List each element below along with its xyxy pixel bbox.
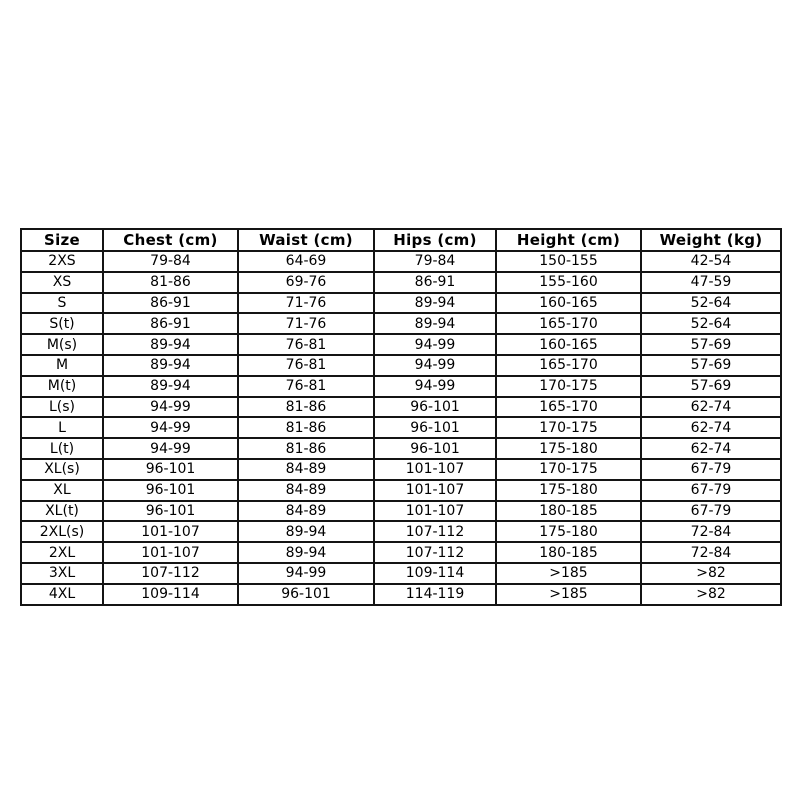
measurement-cell: 76-81	[238, 334, 374, 355]
measurement-cell: 165-170	[496, 355, 641, 376]
measurement-cell: 94-99	[374, 355, 496, 376]
measurement-cell: 89-94	[103, 376, 238, 397]
measurement-cell: 89-94	[103, 334, 238, 355]
size-cell: XL(t)	[21, 501, 103, 522]
measurement-cell: 96-101	[103, 501, 238, 522]
measurement-cell: 170-175	[496, 417, 641, 438]
column-header: Hips (cm)	[374, 229, 496, 251]
table-row	[21, 397, 781, 418]
measurement-cell: 94-99	[374, 376, 496, 397]
measurement-cell: 175-180	[496, 438, 641, 459]
measurement-cell: 160-165	[496, 334, 641, 355]
measurement-cell: 62-74	[641, 397, 781, 418]
size-cell: S(t)	[21, 313, 103, 334]
measurement-cell: 76-81	[238, 355, 374, 376]
size-cell: L	[21, 417, 103, 438]
measurement-cell: 109-114	[103, 584, 238, 605]
measurement-cell: 165-170	[496, 313, 641, 334]
measurement-cell: 101-107	[103, 542, 238, 563]
table-row	[21, 480, 781, 501]
size-cell: XS	[21, 272, 103, 293]
measurement-cell: 57-69	[641, 355, 781, 376]
size-cell: S	[21, 293, 103, 314]
measurement-cell: 62-74	[641, 438, 781, 459]
measurement-cell: 76-81	[238, 376, 374, 397]
size-cell: XL	[21, 480, 103, 501]
measurement-cell: 101-107	[374, 501, 496, 522]
table-row	[21, 584, 781, 605]
measurement-cell: 180-185	[496, 542, 641, 563]
measurement-cell: 96-101	[374, 417, 496, 438]
size-cell: 2XS	[21, 251, 103, 272]
measurement-cell: 79-84	[103, 251, 238, 272]
measurement-cell: 175-180	[496, 521, 641, 542]
measurement-cell: 114-119	[374, 584, 496, 605]
measurement-cell: 94-99	[374, 334, 496, 355]
table-row	[21, 251, 781, 272]
measurement-cell: 94-99	[103, 417, 238, 438]
measurement-cell: 170-175	[496, 376, 641, 397]
size-cell: 2XL(s)	[21, 521, 103, 542]
size-chart-table	[20, 228, 782, 606]
measurement-cell: 96-101	[374, 397, 496, 418]
measurement-cell: 94-99	[103, 397, 238, 418]
measurement-cell: 79-84	[374, 251, 496, 272]
column-header: Waist (cm)	[238, 229, 374, 251]
size-cell: M	[21, 355, 103, 376]
table-row	[21, 293, 781, 314]
measurement-cell: 175-180	[496, 480, 641, 501]
measurement-cell: 107-112	[374, 521, 496, 542]
table-row	[21, 521, 781, 542]
measurement-cell: 150-155	[496, 251, 641, 272]
measurement-cell: 89-94	[374, 293, 496, 314]
table-row	[21, 501, 781, 522]
measurement-cell: 170-175	[496, 459, 641, 480]
table-row	[21, 334, 781, 355]
table-row	[21, 542, 781, 563]
measurement-cell: 57-69	[641, 376, 781, 397]
table-row	[21, 313, 781, 334]
column-header: Size	[21, 229, 103, 251]
table-row	[21, 272, 781, 293]
size-cell: 4XL	[21, 584, 103, 605]
size-cell: 2XL	[21, 542, 103, 563]
measurement-cell: 89-94	[238, 521, 374, 542]
size-cell: L(s)	[21, 397, 103, 418]
measurement-cell: 71-76	[238, 313, 374, 334]
measurement-cell: 101-107	[374, 480, 496, 501]
column-header: Weight (kg)	[641, 229, 781, 251]
measurement-cell: >82	[641, 584, 781, 605]
measurement-cell: 81-86	[238, 417, 374, 438]
measurement-cell: 52-64	[641, 293, 781, 314]
header-row	[21, 229, 781, 251]
measurement-cell: >185	[496, 584, 641, 605]
measurement-cell: 81-86	[238, 397, 374, 418]
measurement-cell: 101-107	[374, 459, 496, 480]
column-header: Chest (cm)	[103, 229, 238, 251]
size-cell: L(t)	[21, 438, 103, 459]
measurement-cell: 160-165	[496, 293, 641, 314]
table-row	[21, 563, 781, 584]
size-cell: M(s)	[21, 334, 103, 355]
measurement-cell: 107-112	[374, 542, 496, 563]
measurement-cell: 84-89	[238, 459, 374, 480]
measurement-cell: 165-170	[496, 397, 641, 418]
measurement-cell: 89-94	[374, 313, 496, 334]
table-row	[21, 417, 781, 438]
measurement-cell: 47-59	[641, 272, 781, 293]
measurement-cell: 86-91	[374, 272, 496, 293]
measurement-cell: 69-76	[238, 272, 374, 293]
measurement-cell: 94-99	[103, 438, 238, 459]
measurement-cell: 89-94	[238, 542, 374, 563]
table-row	[21, 376, 781, 397]
measurement-cell: 64-69	[238, 251, 374, 272]
measurement-cell: 109-114	[374, 563, 496, 584]
table-body	[21, 251, 781, 605]
size-cell: XL(s)	[21, 459, 103, 480]
measurement-cell: 89-94	[103, 355, 238, 376]
measurement-cell: 86-91	[103, 313, 238, 334]
measurement-cell: 180-185	[496, 501, 641, 522]
measurement-cell: 94-99	[238, 563, 374, 584]
measurement-cell: 62-74	[641, 417, 781, 438]
measurement-cell: 84-89	[238, 501, 374, 522]
measurement-cell: 81-86	[103, 272, 238, 293]
measurement-cell: 71-76	[238, 293, 374, 314]
measurement-cell: 67-79	[641, 501, 781, 522]
measurement-cell: 57-69	[641, 334, 781, 355]
size-cell: 3XL	[21, 563, 103, 584]
measurement-cell: >82	[641, 563, 781, 584]
table-row	[21, 438, 781, 459]
measurement-cell: 67-79	[641, 480, 781, 501]
measurement-cell: 52-64	[641, 313, 781, 334]
column-header: Height (cm)	[496, 229, 641, 251]
measurement-cell: 72-84	[641, 521, 781, 542]
table-row	[21, 459, 781, 480]
measurement-cell: 42-54	[641, 251, 781, 272]
measurement-cell: 96-101	[238, 584, 374, 605]
measurement-cell: 81-86	[238, 438, 374, 459]
measurement-cell: 86-91	[103, 293, 238, 314]
measurement-cell: 96-101	[103, 459, 238, 480]
measurement-cell: 107-112	[103, 563, 238, 584]
measurement-cell: 96-101	[374, 438, 496, 459]
measurement-cell: 155-160	[496, 272, 641, 293]
measurement-cell: 84-89	[238, 480, 374, 501]
size-cell: M(t)	[21, 376, 103, 397]
measurement-cell: 72-84	[641, 542, 781, 563]
measurement-cell: 101-107	[103, 521, 238, 542]
measurement-cell: 67-79	[641, 459, 781, 480]
measurement-cell: 96-101	[103, 480, 238, 501]
measurement-cell: >185	[496, 563, 641, 584]
table-row	[21, 355, 781, 376]
